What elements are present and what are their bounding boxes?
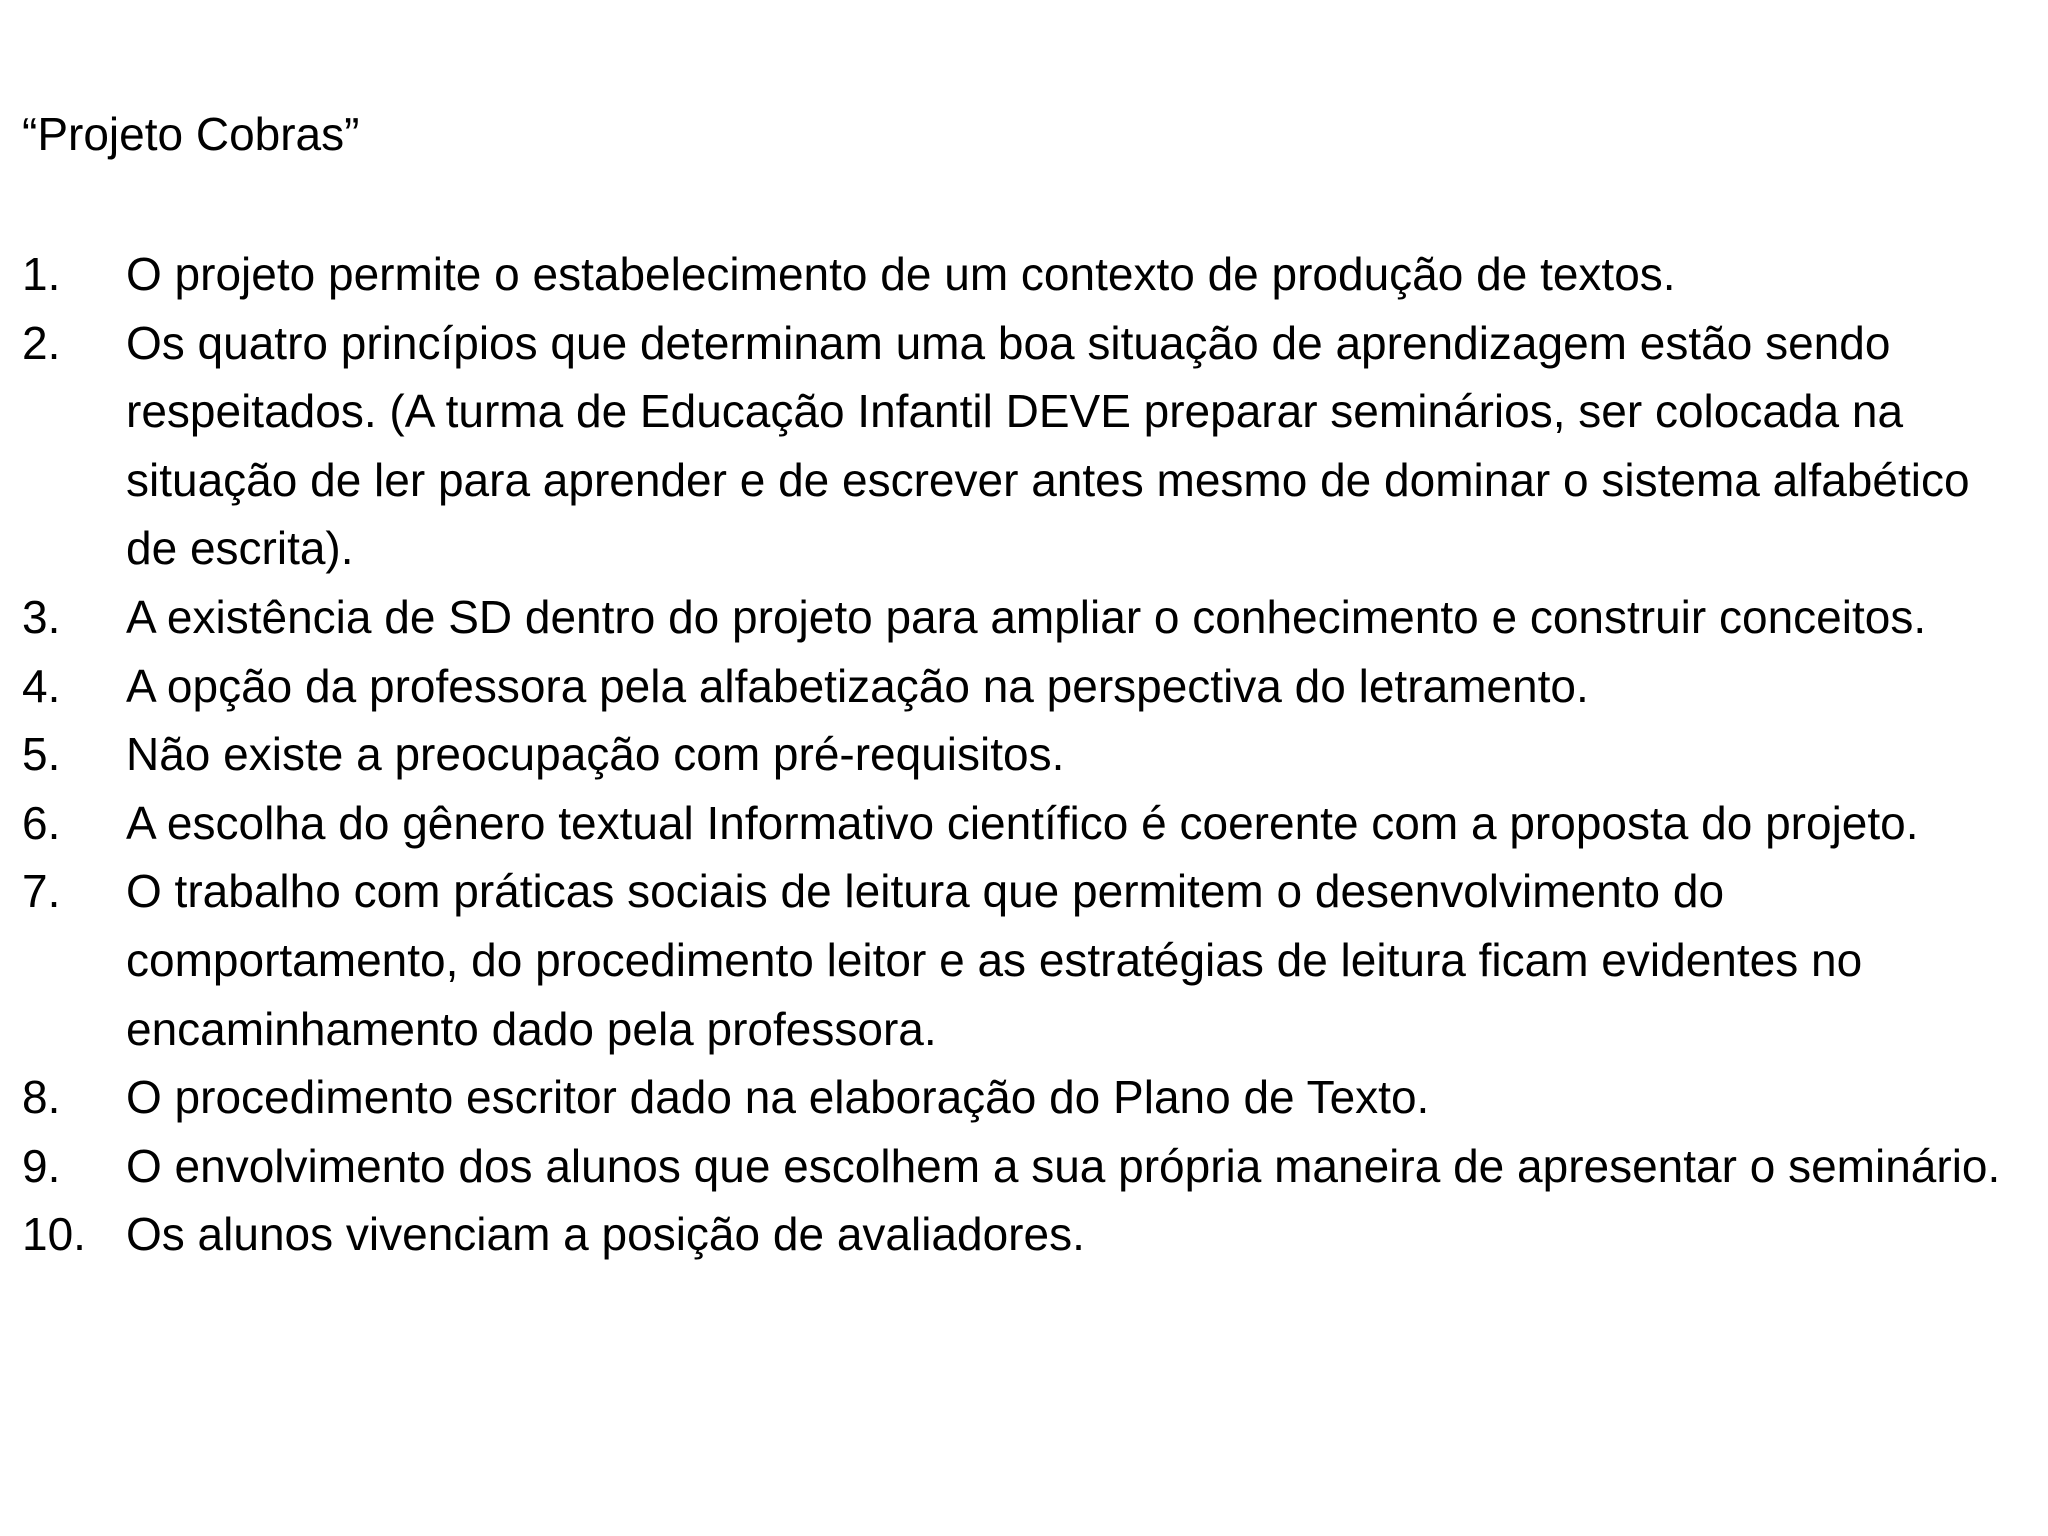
list-item-text: O trabalho com práticas sociais de leitura que permitem o desenvolvimento do comportamento, do procedimento leitor e as estratégias de leitura ficam evidentes no encaminhamento dado pela professora.	[126, 865, 1863, 1055]
list-item-number: 7.	[22, 865, 61, 918]
list-item-number: 4.	[22, 659, 61, 712]
slide-title: “Projeto Cobras”	[22, 108, 360, 160]
list-item-text: O envolvimento dos alunos que escolhem a sua própria maneira de apresentar o seminário.	[126, 1139, 2001, 1192]
list-item-number: 9.	[22, 1139, 61, 1192]
list-item-number: 10.	[22, 1208, 86, 1261]
list-item-number: 2.	[22, 316, 61, 369]
list-item-number: 3.	[22, 590, 61, 643]
list-item	[22, 240, 2032, 309]
list-item-text: Os alunos vivenciam a posição de avaliadores.	[126, 1208, 1085, 1261]
list-item	[22, 583, 2032, 652]
list-item-number: 5.	[22, 728, 61, 781]
list-item-text: Não existe a preocupação com pré-requisitos.	[126, 728, 1065, 781]
list-item-number: 6.	[22, 796, 61, 849]
list-item	[22, 1132, 2032, 1201]
list-item	[22, 1200, 2032, 1269]
list-item-text: A existência de SD dentro do projeto para ampliar o conhecimento e construir conceitos.	[126, 590, 1927, 643]
list-item	[22, 857, 2032, 1063]
list-item-text: O projeto permite o estabelecimento de um contexto de produção de textos.	[126, 248, 1676, 300]
list-item-text: O procedimento escritor dado na elaboração do Plano de Texto.	[126, 1071, 1430, 1124]
list-item-text: A escolha do gênero textual Informativo científico é coerente com a proposta do projeto.	[126, 796, 1919, 849]
list-item-text: Os quatro princípios que determinam uma boa situação de aprendizagem estão sendo respeitados. (A turma de Educação Infantil DEVE preparar seminários, ser colocada na situação de ler para aprender e de escrever antes mesmo de dominar o sistema alfabético de escrita).	[126, 316, 1970, 575]
numbered-list	[22, 240, 2032, 1269]
list-item	[22, 309, 2032, 583]
list-item	[22, 789, 2032, 858]
list-item-number: 8.	[22, 1071, 61, 1124]
list-item	[22, 1063, 2032, 1132]
list-item	[22, 720, 2032, 789]
list-item-number: 1.	[22, 248, 61, 300]
list-item-text: A opção da professora pela alfabetização na perspectiva do letramento.	[126, 659, 1589, 712]
list-item	[22, 652, 2032, 721]
